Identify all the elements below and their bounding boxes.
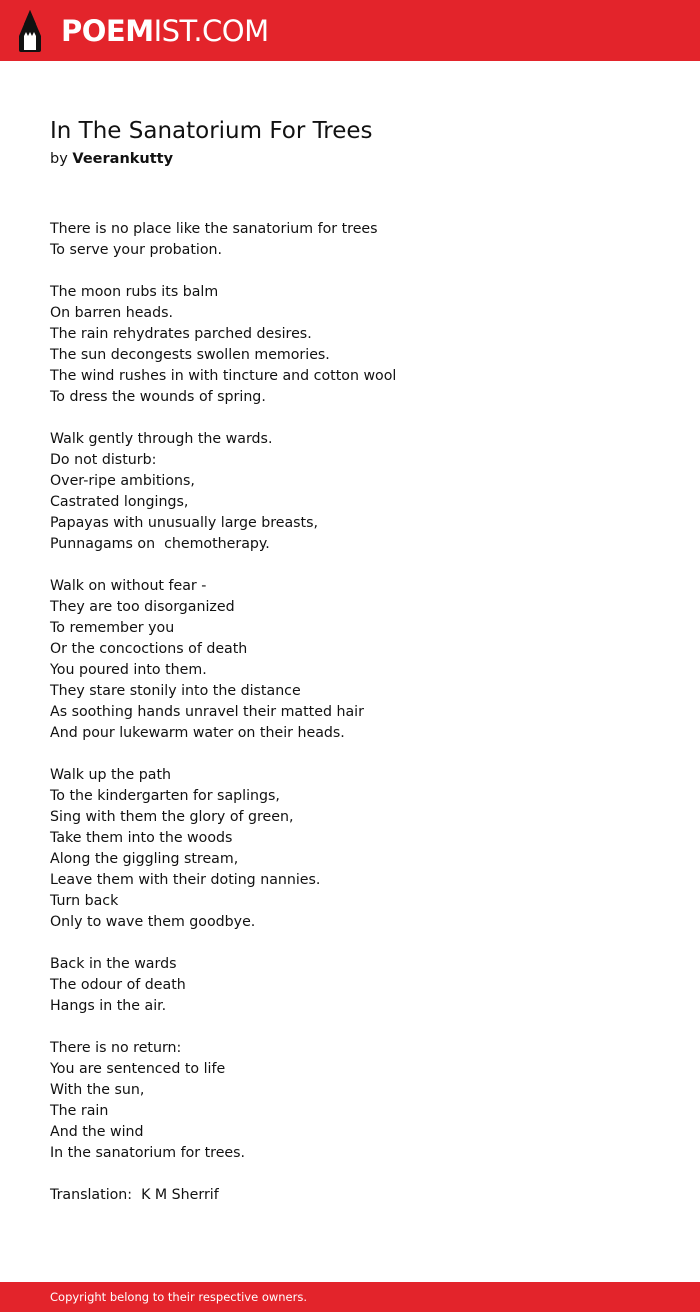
stanza-break: [50, 744, 650, 765]
stanza-break: [50, 933, 650, 954]
poem-body: [50, 219, 650, 1206]
stanza-break: [50, 555, 650, 576]
poem-line: The wind rushes in with tincture and cotton wool: [50, 368, 397, 384]
logo-wordmark: [61, 10, 269, 52]
site-logo[interactable]: [16, 10, 269, 52]
poem-line: To the kindergarten for saplings,: [50, 788, 280, 804]
poem-line: Punnagams on chemotherapy.: [50, 536, 270, 552]
poem-title: In The Sanatorium For Trees: [50, 118, 373, 144]
poem-line: Papayas with unusually large breasts,: [50, 515, 319, 531]
poem-line: The sun decongests swollen memories.: [50, 347, 330, 363]
copyright-notice: Copyright belong to their respective owners.: [50, 1290, 308, 1304]
poem-line: Walk gently through the wards.: [50, 431, 273, 447]
by-label: by: [50, 151, 68, 167]
byline: [50, 149, 173, 169]
site-footer: [0, 1282, 700, 1312]
poem-line: You are sentenced to life: [50, 1061, 226, 1077]
poem-line: You poured into them.: [50, 662, 207, 678]
poem-line: Along the giggling stream,: [50, 851, 239, 867]
stanza-break: [50, 408, 650, 429]
poem-line: Turn back: [50, 893, 119, 909]
stanza-break: [50, 261, 650, 282]
poem-line: The odour of death: [50, 977, 186, 993]
poem-line: Over-ripe ambitions,: [50, 473, 195, 489]
poem-line: In the sanatorium for trees.: [50, 1145, 246, 1161]
poem-line: They stare stonily into the distance: [50, 683, 301, 699]
poem-line: Sing with them the glory of green,: [50, 809, 294, 825]
poem-line: They are too disorganized: [50, 599, 235, 615]
poem-line: Hangs in the air.: [50, 998, 167, 1014]
poem-line: There is no return:: [50, 1040, 182, 1056]
poem-line: Translation: K M Sherrif: [50, 1187, 219, 1203]
site-header: [0, 0, 700, 61]
poem-line: Castrated longings,: [50, 494, 189, 510]
logo-text-bold: POEM: [61, 14, 154, 48]
poem-line: On barren heads.: [50, 305, 174, 321]
stanza-break: [50, 1164, 650, 1185]
poem-line: To dress the wounds of spring.: [50, 389, 266, 405]
poem-line: There is no place like the sanatorium for trees: [50, 221, 378, 237]
poem-line: Walk up the path: [50, 767, 172, 783]
poem-line: As soothing hands unravel their matted hair: [50, 704, 364, 720]
stanza-break: [50, 1017, 650, 1038]
poem-line: To remember you: [50, 620, 175, 636]
poem-line: And the wind: [50, 1124, 144, 1140]
poem-line: The rain rehydrates parched desires.: [50, 326, 312, 342]
poem-line: Or the concoctions of death: [50, 641, 248, 657]
poem-line: With the sun,: [50, 1082, 145, 1098]
poem-line: Back in the wards: [50, 956, 177, 972]
poem-line: Do not disturb:: [50, 452, 157, 468]
logo-text-light: IST.COM: [153, 14, 269, 48]
poem-line: Only to wave them goodbye.: [50, 914, 256, 930]
poem-line: Walk on without fear -: [50, 578, 207, 594]
poem-line: Take them into the woods: [50, 830, 233, 846]
poem-line: And pour lukewarm water on their heads.: [50, 725, 345, 741]
poem-line: The rain: [50, 1103, 109, 1119]
author-link[interactable]: Veerankutty: [72, 151, 174, 167]
poem-line: To serve your probation.: [50, 242, 223, 258]
pencil-icon: [16, 10, 44, 52]
poem-line: The moon rubs its balm: [50, 284, 219, 300]
poem-line: Leave them with their doting nannies.: [50, 872, 321, 888]
